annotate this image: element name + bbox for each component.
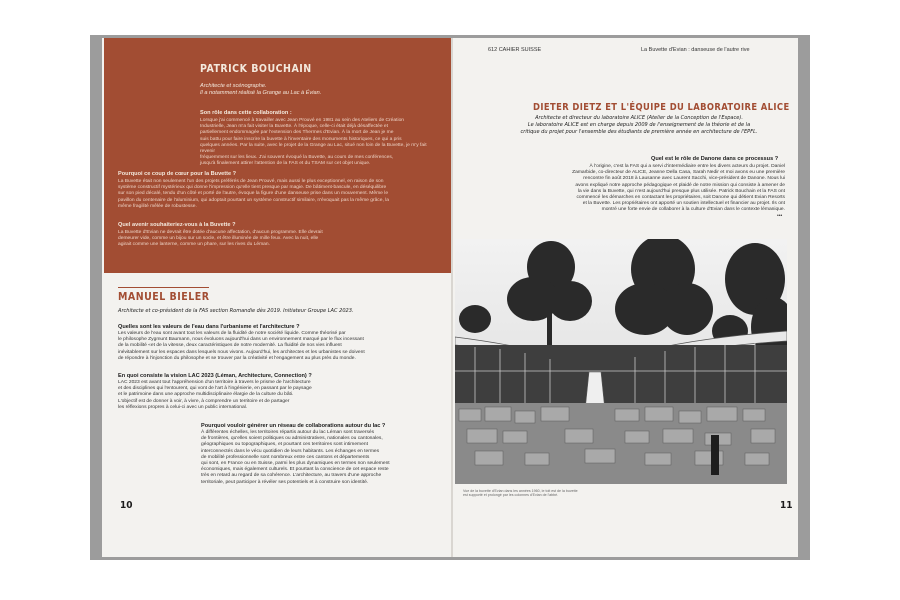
text-line: À différentes échelles, les territoires répartis autour du lac Léman sont traversés — [201, 430, 375, 435]
bieler-name: MANUEL BIELER — [118, 287, 209, 303]
bouchain-role — [200, 83, 350, 97]
bieler-question-1: Quelles sont les valeurs de l'eau dans l'urbanisme et l'architecture ? — [118, 324, 300, 330]
bieler-question-2: En quoi consiste la vision LAC 2023 (Léman, Architecture, Connection) ? — [118, 373, 312, 379]
text-line: suis battu pour faire inscrire la buvette à l'inventaire des monuments historiques, ce qui a pris — [200, 136, 402, 142]
text-line: LAC 2023 est avant tout l'appréhension d'un territoire à travers le prisme de l'architecture — [118, 380, 311, 385]
bieler-answer-2 — [118, 380, 368, 411]
bouchain-answer-2 — [118, 179, 440, 210]
text-line: La Buvette d'Evian ne devrait être dotée d'aucune affectation, d'aucun programme. Elle devrait — [118, 230, 323, 235]
text-line: À l'origine, c'est la FAS qui a servi d'intermédiaire entre les divers acteurs du projet. Daniel — [589, 164, 785, 169]
text-line: La Buvette était non seulement l'un des projets préférés de Jean Prouvé, mais aussi le plus exceptionnel, en raison de son — [118, 179, 384, 184]
text-line: montré une forte envie de collaborer à la culture d'Evian dans le contexte lémanique. — [601, 207, 785, 213]
text-line: et des disciplines qui l'entourent, qui vont de l'art à l'ingénierie, en passant par le paysage — [118, 386, 312, 392]
dietz-role — [495, 115, 783, 136]
text-line: jusqu'à finalement attirer l'attention de la FAS et du TSAM sur cet objet unique. — [200, 161, 371, 167]
text-line: fréquemment sur les lieux. J'ai souvent évoqué la Buvette, au cours de mes conférences, — [200, 155, 394, 161]
text-line: système constructif mystérieux qui donne l'impression qu'elle tient presque par magie. De bâtiment-bascule, en déséquilibre — [118, 185, 387, 191]
bouchain-panel — [104, 38, 451, 273]
bieler-answer-1 — [118, 331, 438, 362]
text-line: sur son pied décalé, tendu d'un côté et porté de l'autre, évoque la figure d'une danseuse prise dans un mouvement. Même le — [118, 191, 389, 197]
caption-line: est supporté et prolongé par les colonnes d'Evian de l'abbé. — [463, 493, 559, 498]
bouchain-question-3: Quel avenir souhaiteriez-vous à la Buvette ? — [118, 222, 236, 228]
buvette-illustration — [455, 239, 787, 484]
bieler-role: Architecte et co-président de la FAS section Romandie dès 2019. Initiateur Groupe LAC 2023. — [118, 308, 354, 314]
text-line: très en retard au regard de sa cohérence. L'architecture, au travers d'une approche — [201, 473, 382, 479]
text-line: partiellement endommagée par l'extension des Thermes d'Evian. À la mort de Jean je me — [200, 130, 394, 136]
page-number-right: 11 — [780, 500, 793, 511]
bouchain-answer-3 — [118, 230, 440, 249]
text-line: le philosophe Zygmunt Baumann, nous évoluons aujourd'hui dans un environnement marqué par le flux incessant — [118, 337, 364, 343]
text-line: L'objectif est de donner à voir, à vivre, à comprendre un territoire et de partager — [118, 398, 290, 404]
text-line: Lorsque j'ai commencé à travailler avec Jean Prouvé en 1981 au sein des Ateliers de Création — [200, 118, 405, 123]
text-line: qui sont, en France ou en Suisse, parmi les plus dynamiques en termes non seulement — [201, 461, 390, 467]
spine-gutter — [451, 38, 453, 557]
bouchain-question-2: Pourquoi ce coup de cœur pour la Buvette ? — [118, 171, 237, 177]
running-head-left: 612 CAHIER SUISSE — [488, 47, 542, 53]
bouchain-answer-1 — [200, 118, 440, 168]
text-line: la vie dans la Buvette, qui n'est aujourd'hui presque plus utilisée. Patrick Bouchain et la FAS ont — [577, 188, 785, 194]
text-line: économiques, mais également culturels. Et pourtant la conscience de cet espace reste — [201, 467, 389, 473]
text-line: Les valeurs de l'eau sont avant tout les valeurs de la fluidité de notre société liquide. Comme théorisé par — [118, 331, 346, 336]
bieler-question-3: Pourquoi vouloir générer un réseau de collaborations autour du lac ? — [201, 423, 386, 429]
photo-caption — [463, 489, 623, 498]
role-line: critique du projet pour l'ensemble des étudiants de première année en architecture de l'EPFL. — [520, 129, 758, 135]
text-line: même fragilité mêlée de robustesse. — [118, 203, 197, 209]
text-line: de répondre à l'injonction du philosophe et se trouver par la créativité et l'engagement au plus près du monde. — [118, 355, 356, 361]
text-line: les réflexions propres à celui-ci avec un public international. — [118, 404, 248, 410]
caption-line: Vue de la buvette d'Evian dans les années 1960, le toit est de la buvette — [463, 489, 578, 493]
dietz-answer-1 — [540, 164, 785, 214]
text-line: géographiques ou topographiques, et pourtant ces territoires sont intimement — [201, 442, 368, 448]
text-line: territoriale, peut participer à révéler ses potentiels et à construire son identité. — [201, 479, 369, 485]
text-line: et la Buvette. Les propriétaires ont apporté un soutien intellectuel et financier au projet. Ils ont — [582, 201, 785, 207]
text-line: pavillon du centenaire de l'aluminium, qui adoptait pourtant un système constructif similaire, n'évoquait pas la même grâce, la — [118, 197, 389, 203]
dietz-name: DIETER DIETZ ET L'ÉQUIPE DU LABORATOIRE ALICE — [533, 102, 790, 113]
bouchain-question-1: Son rôle dans cette collaboration : — [200, 110, 292, 116]
text-line: de la mobilité «et de la vitesse, deux caractéristiques de notre modernité. La fluidité de nos vies influent — [118, 343, 342, 349]
running-head-right: La Buvette d'Evian : danseuse de l'autre rive — [641, 47, 750, 53]
role-line: Architecte et scénographe. — [200, 83, 267, 89]
text-line: de mobilité professionnelle sont nombreux entre ces cantons et départements — [201, 454, 370, 460]
text-line: rencontre fin août 2018 à Lausanne avec Laurent Sacchi, vice-président de Danone. Nous lui — [583, 176, 785, 182]
text-line: agirait comme une lanterne, comme un phare, sur les rives du Léman. — [118, 242, 270, 248]
bieler-answer-3 — [201, 430, 439, 486]
text-line: avons expliqué notre approche pédagogique et plaidé de notre mission qui consiste à amener de — [575, 182, 785, 188]
bouchain-name: PATRICK BOUCHAIN — [200, 63, 312, 75]
text-line: quelques années. Par la suite, avec le projet de la Grange au Lac, situé non loin de la Buvette, je m'y fait revenir — [200, 142, 427, 155]
role-line: Architecte et directeur du laboratoire ALICE (Atelier de la Conception de l'Espace). — [535, 115, 743, 121]
bieler-heading — [118, 287, 354, 314]
buvette-photo — [455, 239, 787, 484]
text-line: commencé les démarches en contactant les propriétaires, soit Danone qui détient Evian Resorts — [576, 195, 785, 201]
text-line: demeurer vide, comme un bijou sur un socle, et être illuminée de mille feux. Avec la nuit, elle — [118, 236, 319, 242]
page-number-left: 10 — [120, 500, 133, 511]
role-line: Il a notamment réalisé la Grange au Lac à Évian. — [200, 90, 322, 96]
text-line: interconnectés dans le vécu quotidien de leurs habitants. Les échanges en termes — [201, 448, 380, 454]
dietz-question-1: Quel est le rôle de Danone dans ce processus ? — [651, 156, 779, 162]
text-line: de frontières, qu'elles soient politiques ou administratives, nationales ou cantonales, — [201, 436, 383, 442]
text-line: et le patrimoine dans une approche multidisciplinaire élargie de la culture du bâti. — [118, 392, 294, 398]
text-line: Zamarbide, co-directeur de ALICE, Jeanne Della Casa, Sarah Nedir et moi avons eu une première — [572, 170, 785, 176]
text-line: inévitablement sur les espaces dans lesquels nous vivons. Aujourd'hui, les architectes et les urbanistes se doivent — [118, 349, 365, 355]
text-line: Industrielle, Jean m'a fait visiter la Buvette. À l'époque, celle-ci était déjà désaffectée et — [200, 124, 388, 130]
role-line: Le laboratoire ALICE est en charge depuis 2009 de l'enseignement de la théorie et de la — [527, 122, 751, 128]
continue-dots: ••• — [777, 213, 783, 219]
